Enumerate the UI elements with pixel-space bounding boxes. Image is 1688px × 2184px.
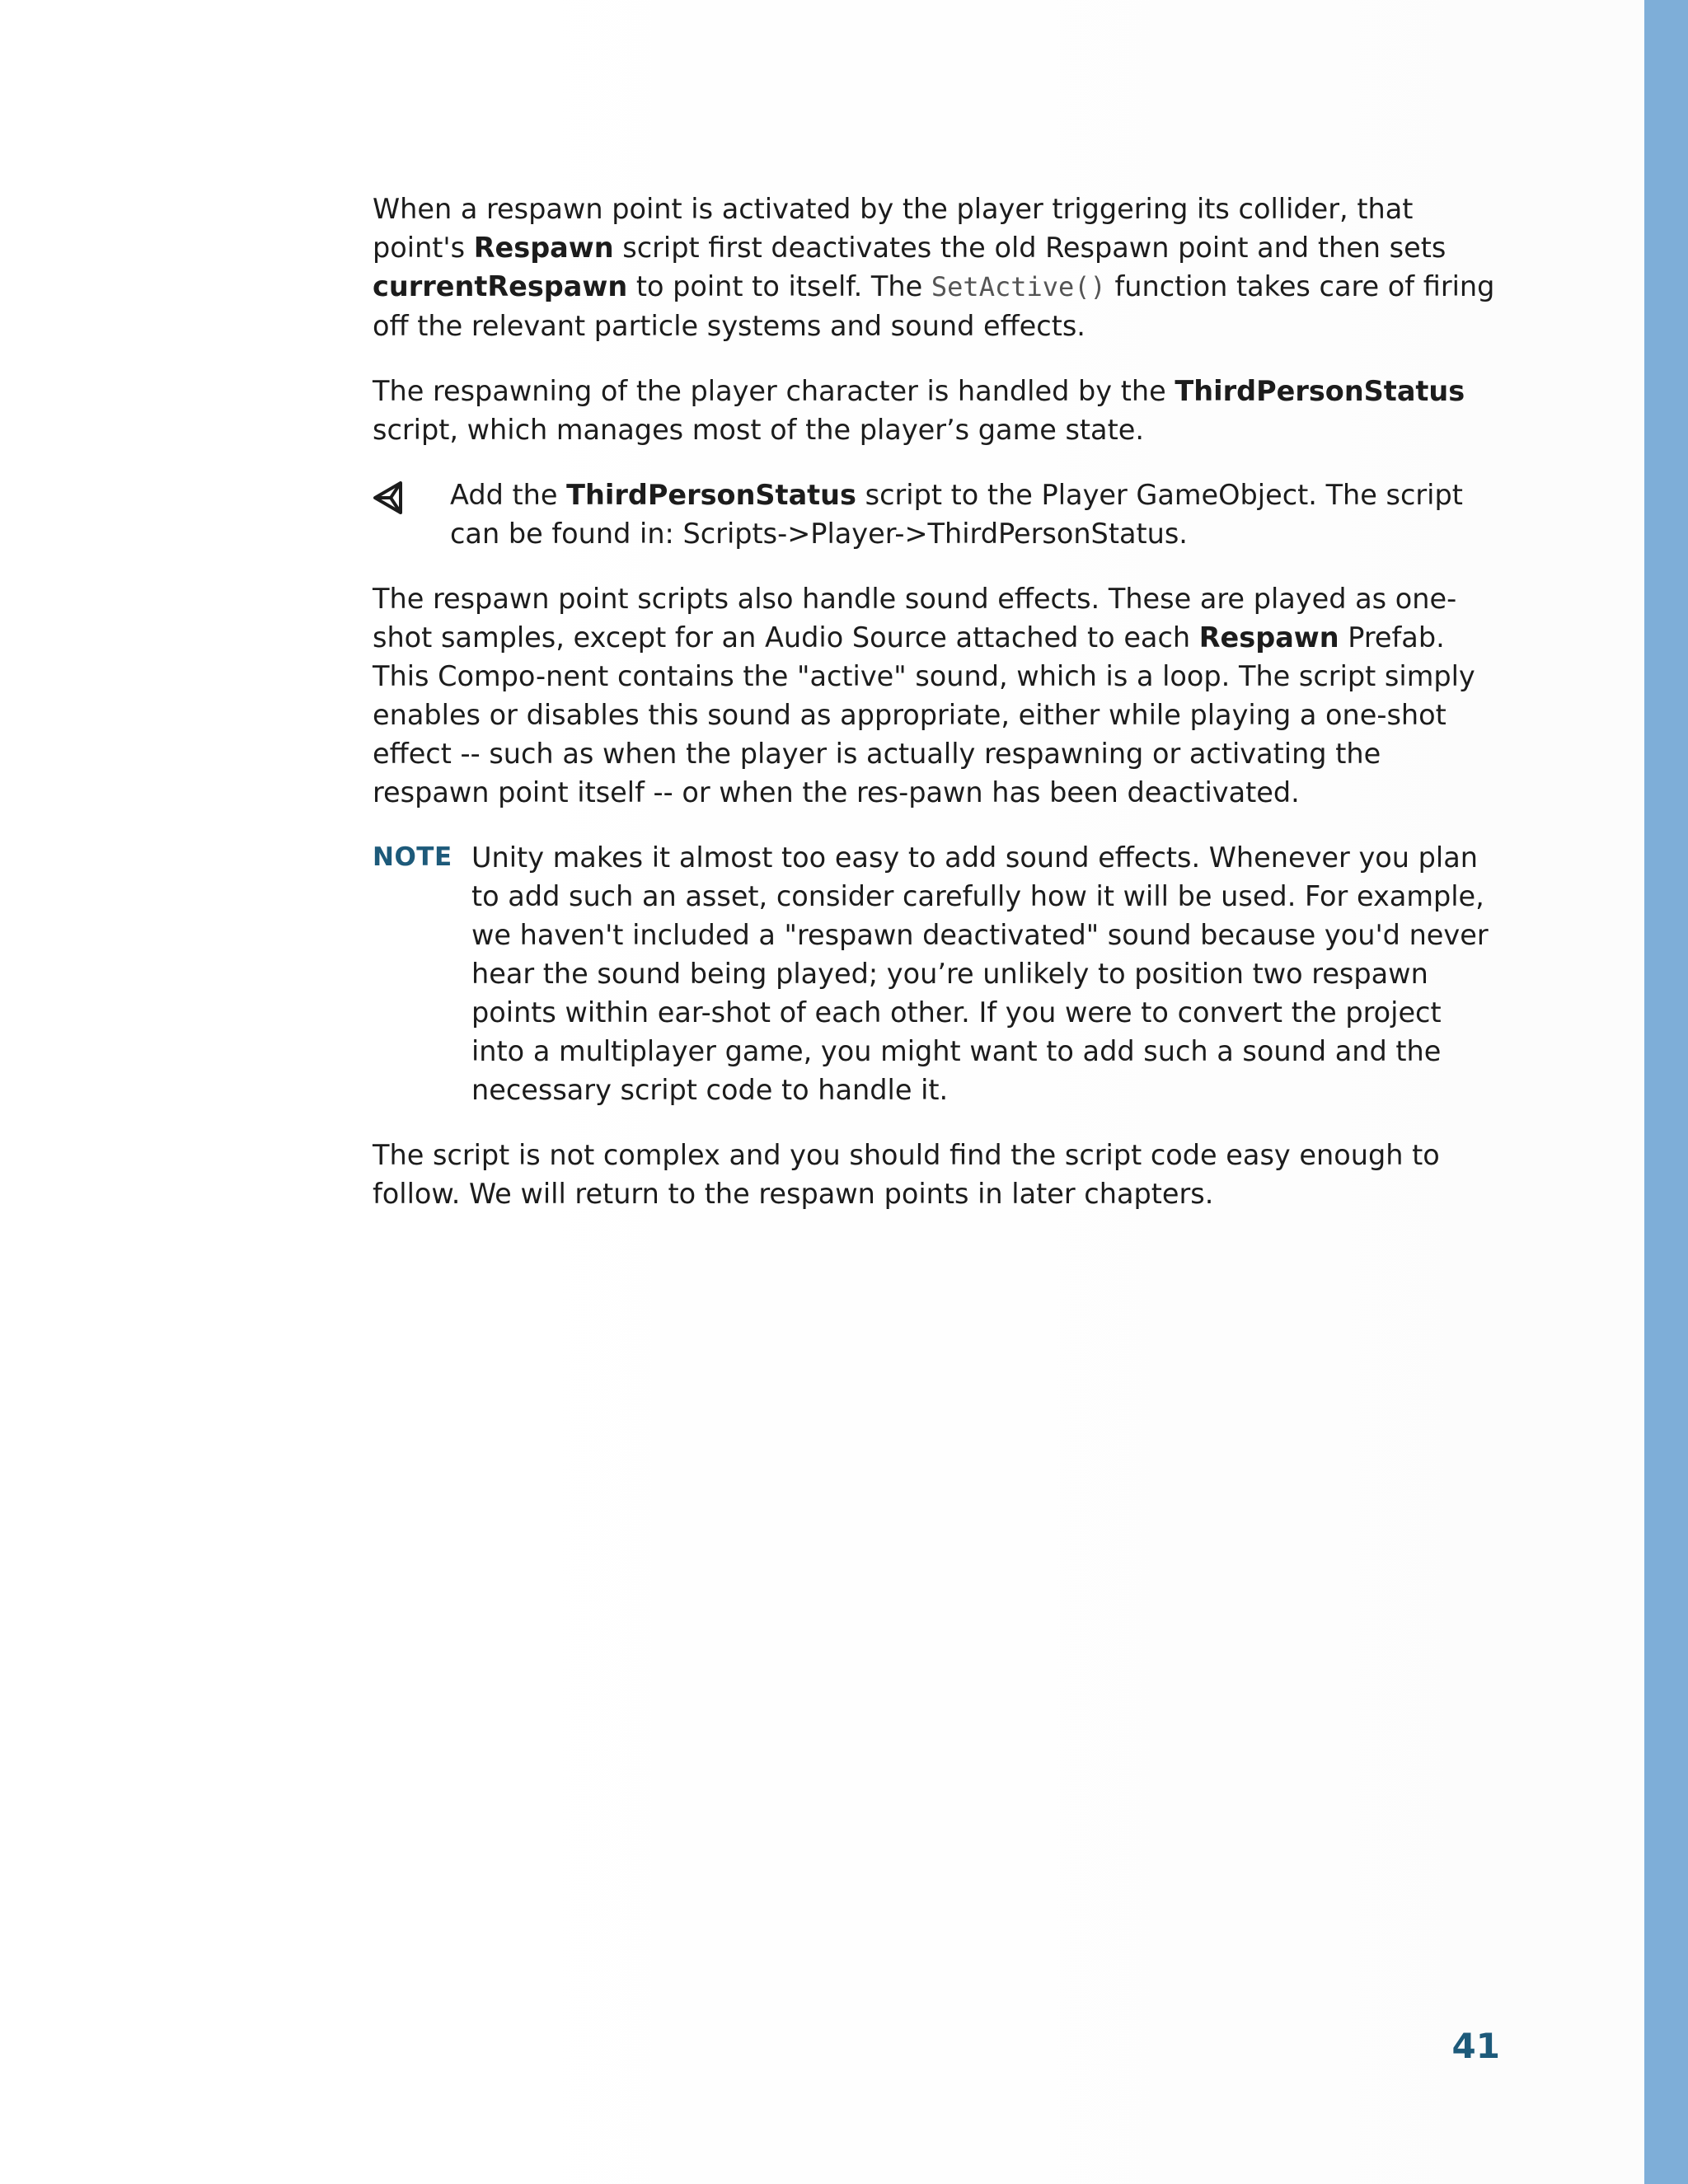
paragraph-respawn-handling [373,372,1498,449]
paragraph-sound-effects [373,579,1498,812]
text-run: script to the Player GameObject. The script can be found in: Scripts->Player->ThirdPersonStatus. [450,479,1463,550]
paragraph-respawn-activation [373,190,1498,345]
bold-term-third-person-status: ThirdPersonStatus [566,479,856,511]
code-set-active: SetActive() [931,271,1106,302]
bold-term-respawn: Respawn [1198,621,1339,654]
page-number: 41 [1451,2026,1500,2066]
paragraph-closing [373,1136,1498,1213]
text-run: script first deactivates the old Respawn point and then sets [613,232,1447,264]
text-run: The script is not complex and you should find the script code easy enough to follow. We will return to the respawn points in later chapters. [373,1139,1440,1210]
text-run: The respawn point scripts also handle sound effects. These are played as one-shot samples, except for an Audio Source attached to each [373,583,1457,654]
unity-instruction [373,476,1498,553]
page-edge-color-bar [1644,0,1688,2184]
unity-logo-icon [373,480,407,516]
text-run: Add the [450,479,567,511]
page-body [373,190,1498,1240]
bold-term-current-respawn: currentRespawn [373,270,628,302]
text-run: When a respawn point is activated by the player triggering its collider, that point's [373,193,1414,264]
bold-term-respawn: Respawn [473,232,614,264]
note-label: NOTE [373,842,452,872]
text-run: Prefab. This Compo-nent contains the "active" sound, which is a loop. The script simply enables or disables this sound as appropriate, either while playing a one-shot effect -- such as when the player is actually respawning or activating the respawn point itself -- or when the res-pawn has been deactivated. [373,621,1475,808]
text-run: The respawning of the player character is handled by the [373,375,1175,407]
text-run: to point to itself. The [627,270,931,302]
bold-term-third-person-status: ThirdPersonStatus [1175,375,1465,407]
note-text: Unity makes it almost too easy to add sound effects. Whenever you plan to add such an asset, consider carefully how it will be used. For example, we haven't included a "respawn deactivated" sound because you'd never hear the sound being played; you’re unlikely to position two respawn points within ear-shot of each other. If you were to convert the project into a multiplayer game, you might want to add such a sound and the necessary script code to handle it. [471,841,1489,1106]
note-box [373,838,1498,1109]
text-run: script, which manages most of the player’s game state. [373,414,1144,446]
text-run: function takes care of firing off the relevant particle systems and sound effects. [373,270,1495,342]
